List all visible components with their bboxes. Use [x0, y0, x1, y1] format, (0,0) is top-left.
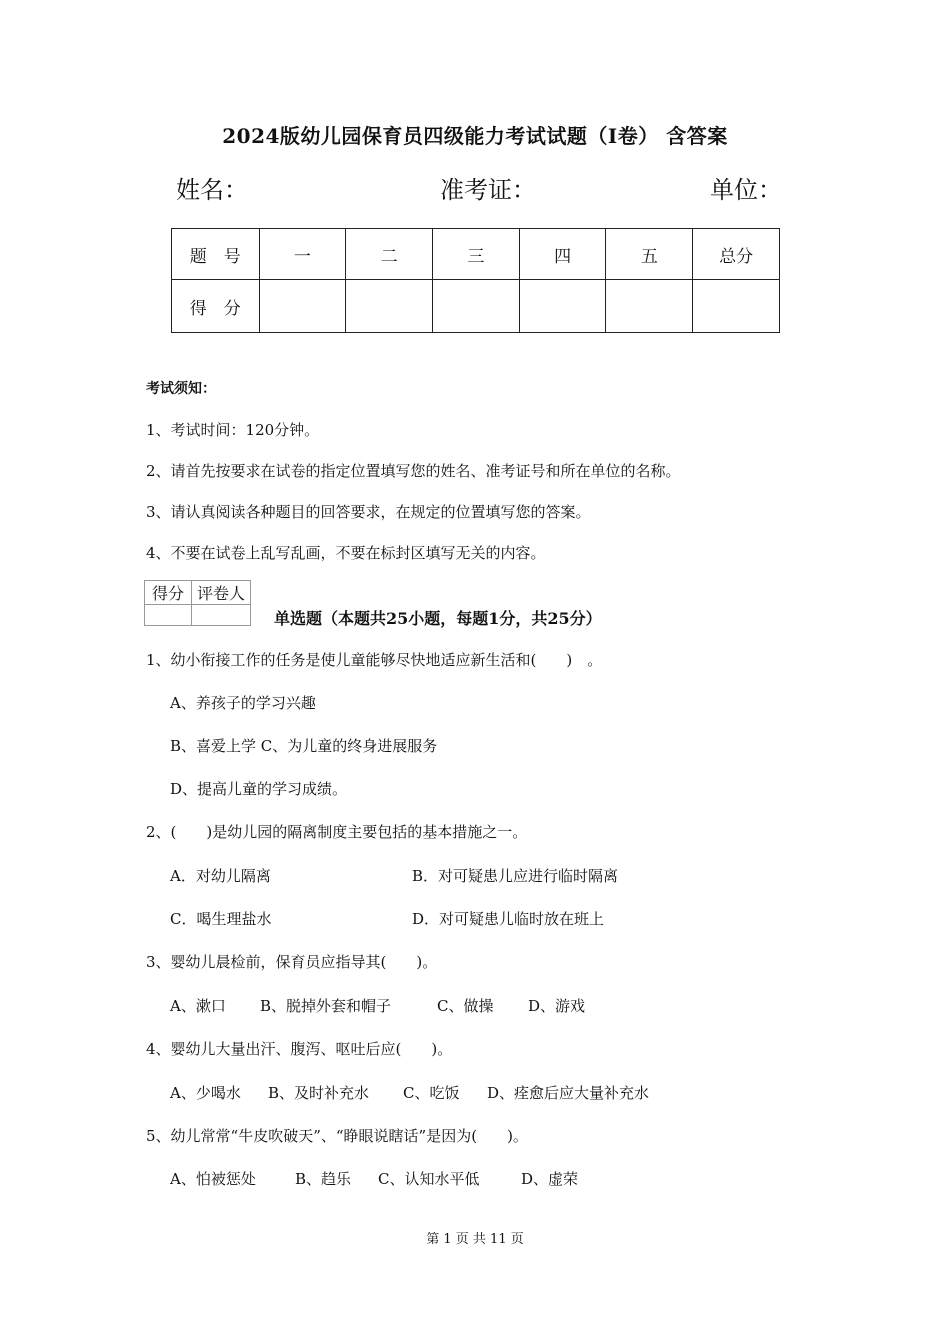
- question-option: C、认知水平低: [378, 1170, 480, 1188]
- score-header-cell: 二: [346, 229, 433, 280]
- page-title: 2024版幼儿园保育员四级能力考试试题（I卷） 含答案: [222, 124, 728, 148]
- score-input-cell[interactable]: [433, 280, 520, 333]
- score-input-cell[interactable]: [259, 280, 346, 333]
- score-header-cell: 三: [433, 229, 520, 280]
- page-footer: 第 1 页 共 11 页: [426, 1232, 524, 1247]
- question-option: A．对幼儿隔离: [170, 867, 271, 885]
- notice-item: 2、请首先按要求在试卷的指定位置填写您的姓名、准考证号和所在单位的名称。: [146, 462, 681, 480]
- score-table-header-row: [172, 229, 780, 280]
- question-option: A、少喝水: [170, 1084, 241, 1102]
- grader-score-label: 得分: [145, 581, 192, 605]
- question-option: D、提高儿童的学习成绩。: [170, 780, 348, 798]
- question-option: B、喜爱上学 C、为儿童的终身进展服务: [170, 737, 438, 755]
- question-option: D、痊愈后应大量补充水: [487, 1084, 650, 1102]
- question-option: B、趋乐: [295, 1170, 352, 1188]
- question-option: B、及时补充水: [268, 1084, 370, 1102]
- grader-score-cell[interactable]: [145, 605, 192, 626]
- notice-item: 3、请认真阅读各种题目的回答要求，在规定的位置填写您的答案。: [146, 503, 591, 521]
- question-stem: 2、( )是幼儿园的隔离制度主要包括的基本措施之一。: [146, 823, 528, 841]
- notice-item: 4、不要在试卷上乱写乱画，不要在标封区填写无关的内容。: [146, 544, 546, 562]
- section-title: 单选题（本题共25小题，每题1分，共25分）: [274, 609, 602, 628]
- unit-label: 单位：: [710, 176, 782, 204]
- question-option: A、漱口: [170, 997, 226, 1015]
- question-option: B．对可疑患儿应进行临时隔离: [412, 867, 619, 885]
- notice-item: 1、考试时间：120分钟。: [146, 421, 320, 439]
- question-option: D、游戏: [528, 997, 586, 1015]
- question-stem: 5、幼儿常常“牛皮吹破天”、“睁眼说瞎话”是因为( )。: [146, 1127, 528, 1145]
- score-input-cell[interactable]: [346, 280, 433, 333]
- score-input-cell[interactable]: [693, 280, 780, 333]
- question-option: C、做操: [437, 997, 494, 1015]
- exam-number-label: 准考证：: [440, 176, 536, 204]
- score-header-cell: 四: [519, 229, 606, 280]
- score-input-cell[interactable]: [519, 280, 606, 333]
- question-option: D、虚荣: [521, 1170, 579, 1188]
- score-header-cell: 五: [606, 229, 693, 280]
- question-stem: 3、婴幼儿晨检前，保育员应指导其( )。: [146, 953, 438, 971]
- grader-name-label: 评卷人: [192, 581, 251, 605]
- question-option: C．喝生理盐水: [170, 910, 272, 928]
- score-table-score-row: [172, 280, 780, 333]
- score-table: [171, 228, 780, 333]
- score-input-cell[interactable]: [606, 280, 693, 333]
- score-header-cell: 一: [259, 229, 346, 280]
- question-option: B、脱掉外套和帽子: [260, 997, 392, 1015]
- question-option: C、吃饭: [403, 1084, 460, 1102]
- question-stem: 1、幼小衔接工作的任务是使儿童能够尽快地适应新生活和( ) 。: [146, 651, 603, 669]
- score-row-label: 得 分: [172, 280, 260, 333]
- question-option: A、养孩子的学习兴趣: [170, 694, 316, 712]
- name-label: 姓名：: [176, 176, 248, 204]
- question-stem: 4、婴幼儿大量出汗、腹泻、呕吐后应( )。: [146, 1040, 453, 1058]
- score-header-cell: 总分: [693, 229, 780, 280]
- score-header-cell: 题 号: [172, 229, 260, 280]
- question-option: A、怕被惩处: [170, 1170, 256, 1188]
- question-option: D．对可疑患儿临时放在班上: [412, 910, 605, 928]
- grader-name-cell[interactable]: [192, 605, 251, 626]
- notice-heading: 考试须知：: [146, 381, 216, 397]
- grader-box: [144, 580, 251, 626]
